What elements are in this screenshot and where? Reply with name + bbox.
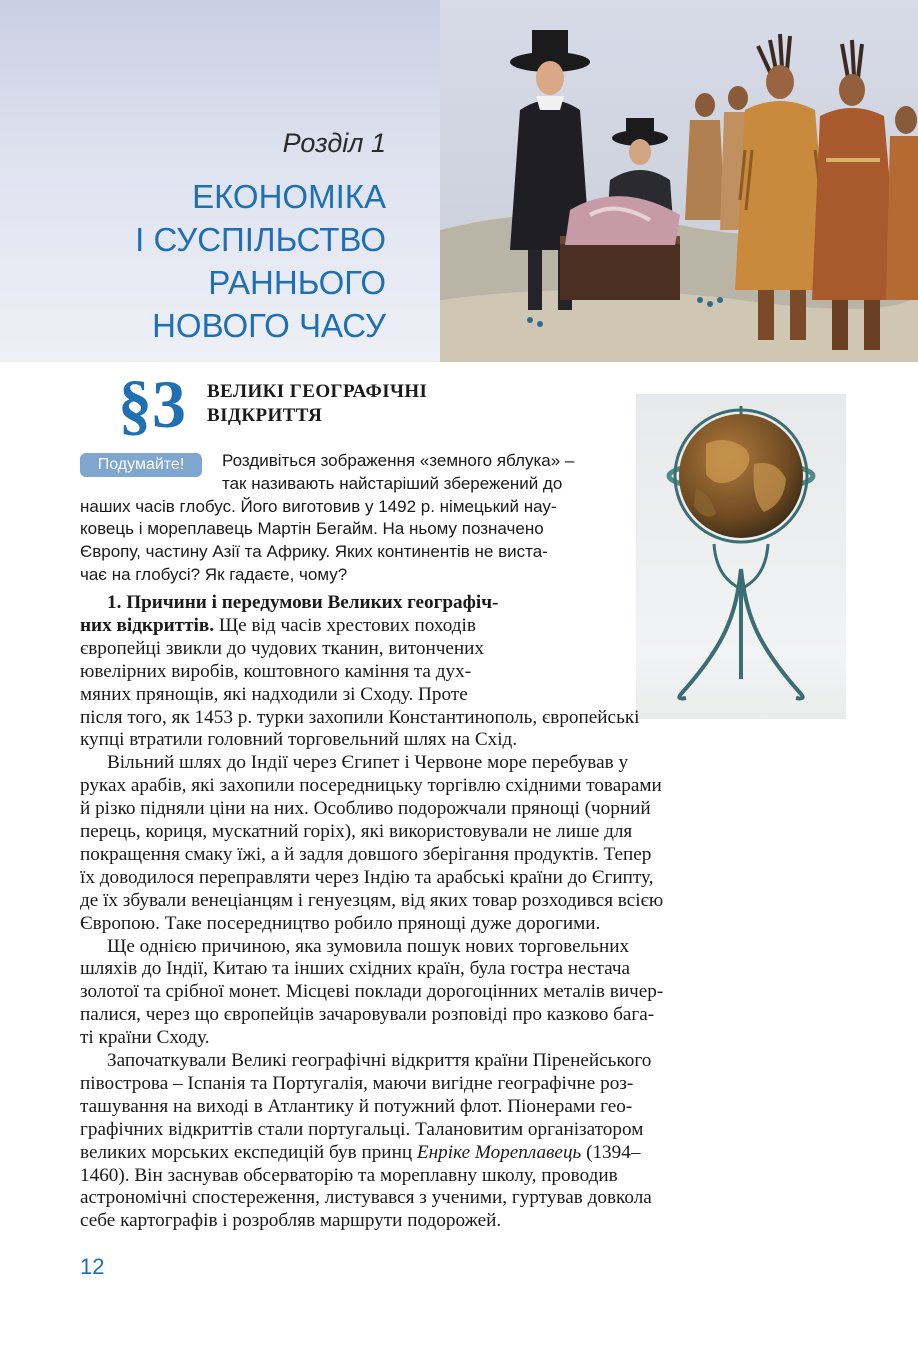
body-line: палися, через що європейців зачаровували розповіді про казково бага-: [80, 1004, 655, 1026]
body-line: Вільний шлях до Індії через Єгипет і Червоне море перебував у: [107, 752, 629, 774]
body-line: мяних прянощів, які надходили зі Сходу. Проте: [80, 683, 468, 705]
body-line: графічних відкриттів стали португальці. Талановитим організатором: [80, 1118, 644, 1140]
page-number: 12: [80, 1254, 105, 1279]
body-line: ювелірних виробів, коштовного каміння та дух-: [80, 660, 472, 682]
section-title-line: ВЕЛИКІ ГЕОГРАФІЧНІ: [207, 381, 428, 402]
body-line: 1460). Він заснував обсерваторію та мореплавну школу, проводив: [80, 1164, 618, 1186]
body-line: покращення смаку їжі, а й задля довшого зберігання продуктів. Тепер: [80, 843, 652, 865]
body-line: Європою. Таке посередництво робило прянощі дуже дорогими.: [80, 912, 601, 934]
body-line: [80, 1142, 640, 1165]
body-line: й різко підняли ціни на них. Особливо подорожчали прянощі (чорний: [80, 798, 651, 820]
body-line: [80, 615, 476, 638]
think-badge: Подумайте!: [80, 453, 202, 477]
body-line: руках арабів, які захопили посередницьку торгівлю східними товарами: [80, 775, 662, 797]
chapter-label: Розділ 1: [282, 128, 386, 158]
section-number: §3: [118, 366, 186, 442]
body-line: ташування на виході в Атлантику й потужний флот. Піонерами гео-: [80, 1095, 633, 1117]
body-line: перець, кориця, мускатний горіх), які використовували не лише для: [80, 821, 633, 842]
chapter-illustration-explorers-and-natives: [440, 0, 918, 362]
person-name-enrike: Енріке Мореплавець: [416, 1141, 582, 1163]
body-heading-part2: них відкриттів.: [80, 614, 215, 636]
behaim-globe-photo: [636, 394, 846, 719]
body-line: себе картографів і розробляв маршрути подорожей.: [80, 1210, 502, 1232]
think-text-line: Роздивіться зображення «земного яблука» –: [222, 451, 575, 470]
body-line-post: (1394–: [581, 1141, 641, 1163]
think-text-line: ковець і мореплавець Мартін Бегайм. На ньому позначено: [80, 519, 544, 539]
chapter-title-line: НОВОГО ЧАСУ: [152, 307, 386, 344]
body-line: європейці звикли до чудових тканин, витончених: [80, 637, 485, 659]
body-line: шляхів до Індії, Китаю та інших східних країн, була гостра нестача: [80, 958, 631, 980]
think-text-line: так називають найстаріший збережений до: [222, 473, 563, 493]
body-line: Ще однією причиною, яка зумовила пошук нових торговельних: [107, 935, 630, 957]
body-line: їх доводилося переправляти через Індію та арабські країни до Єгипту,: [80, 866, 654, 888]
body-line: ті країни Сходу.: [80, 1027, 210, 1049]
body-line: після того, як 1453 р. турки захопили Константинополь, європейські: [80, 706, 640, 728]
section-title: [207, 380, 427, 428]
body-line: купці втратили головний торговельний шлях на Схід.: [80, 729, 518, 751]
body-line: Започаткували Великі географічні відкриття країни Піренейського: [107, 1050, 652, 1071]
chapter-title-line: І СУСПІЛЬСТВО: [135, 221, 386, 258]
section-title-line: ВІДКРИТТЯ: [207, 405, 323, 426]
body-heading: [107, 592, 498, 615]
body-line-pre: великих морських експедицій був принц: [80, 1141, 417, 1163]
chapter-title-line: РАННЬОГО: [208, 264, 386, 301]
body-line-rest: Ще від часів хрестових походів: [214, 614, 476, 636]
body-line: півострова – Іспанія та Португалія, маючи вигідне географічне роз-: [80, 1072, 634, 1094]
body-line: золотої та срібної монет. Місцеві поклади дорогоцінних металів вичер-: [80, 981, 664, 1003]
body-heading-part1: 1. Причини і передумови Великих географіч-: [107, 592, 499, 613]
chapter-title: [26, 175, 386, 347]
think-text-line: наших часів глобус. Його виготовив у 1492 р. німецький нау-: [80, 496, 557, 516]
body-line: де їх збували венеціанцям і генуезцям, від яких товар розходився всією: [80, 889, 664, 911]
think-text-line: чає на глобусі? Як гадаєте, чому?: [80, 565, 348, 584]
body-line: астрономічні спостереження, листувався з ученими, гуртував довкола: [80, 1187, 652, 1209]
think-text-line: Європу, частину Азії та Африку. Яких континентів не виста-: [80, 542, 548, 562]
chapter-title-line: ЕКОНОМІКА: [192, 178, 386, 215]
